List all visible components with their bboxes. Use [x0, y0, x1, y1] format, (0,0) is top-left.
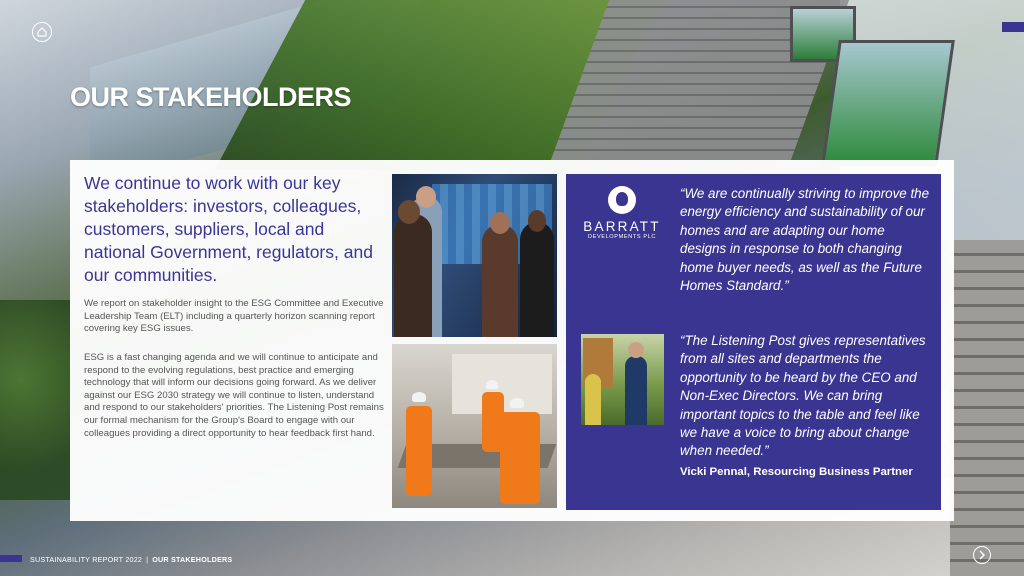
footer-accent — [0, 555, 22, 562]
footer-separator: | — [146, 555, 149, 564]
footer — [30, 555, 232, 564]
logo-subtitle: DEVELOPMENTS PLC — [587, 234, 657, 240]
body-paragraph: ESG is a fast changing agenda and we will continue to anticipate and respond to the evolving regulations, best practice and emerging technology that will inform our decisions going forward. As we deliver against our ESG 2030 strategy we will continue to listen, understand and respond to our stakeholders' priorities. The Listening Post remains our formal mechanism for the Group's Board to engage with our colleagues providing a direct opportunity to hear feedback first hand. — [84, 352, 384, 439]
chevron-right-icon[interactable] — [973, 546, 991, 564]
barratt-logo-icon — [608, 186, 636, 214]
home-icon[interactable] — [32, 22, 52, 42]
logo-name: BARRATT — [583, 219, 661, 234]
body-paragraph: We report on stakeholder insight to the ESG Committee and Executive Leadership Team (ELT) including a quarterly horizon scanning report covering key ESG issues. — [84, 298, 384, 335]
intro-text: We continue to work with our key stakeholders: investors, colleagues, customers, suppliers, local and national Government, regulators, and our communities. — [84, 173, 373, 285]
listening-post-photo — [581, 334, 664, 425]
meeting-photo — [392, 174, 557, 337]
workers-photo — [392, 344, 557, 508]
footer-report: SUSTAINABILITY REPORT 2022 — [30, 555, 143, 564]
footer-section: OUR STAKEHOLDERS — [152, 555, 233, 564]
menu-tab[interactable] — [1002, 22, 1024, 32]
quote-listening-post: “The Listening Post gives representatives from all sites and departments the opportunity to be heard by the CEO and Non-Exec Directors. We can bring important topics to the table and feel like we have a voice to bring about change when needed.” — [680, 333, 926, 459]
page-title: OUR STAKEHOLDERS — [70, 82, 352, 112]
quote-energy: “We are continually striving to improve the energy efficiency and sustainability of our homes and are adapting our home designs in response to both changing home buyer needs, as well as the Future Homes Standard.” — [680, 186, 930, 294]
quote-attribution: Vicki Pennal, Resourcing Business Partner — [680, 466, 913, 478]
